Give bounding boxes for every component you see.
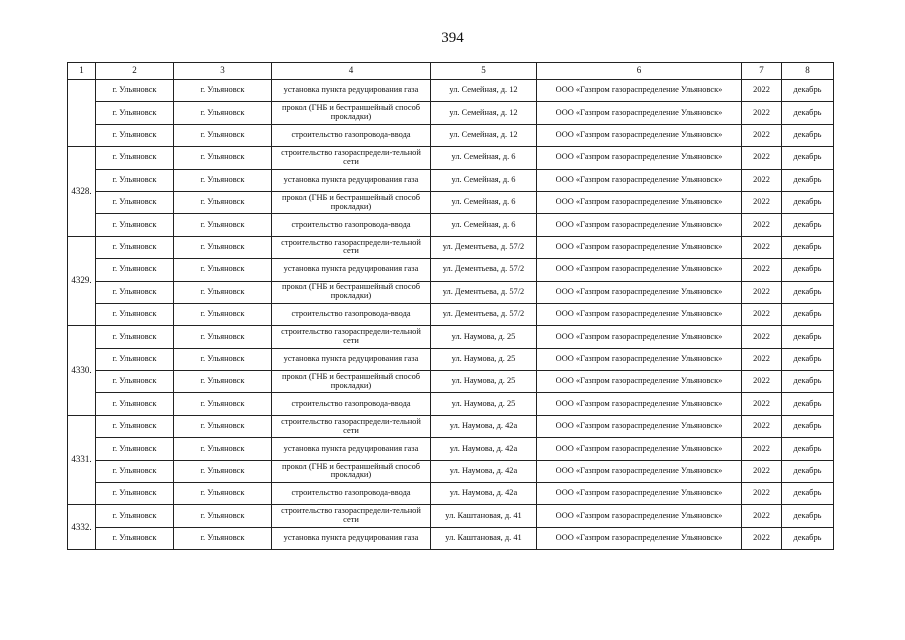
- district-cell: г. Ульяновск: [96, 438, 174, 460]
- month-cell: декабрь: [782, 393, 834, 415]
- table-row: [68, 259, 834, 281]
- month-cell: декабрь: [782, 505, 834, 527]
- district-cell: г. Ульяновск: [96, 483, 174, 505]
- address-cell: ул. Дементьева, д. 57/2: [431, 281, 537, 303]
- district-cell: г. Ульяновск: [96, 124, 174, 146]
- address-cell: ул. Семейная, д. 12: [431, 124, 537, 146]
- month-cell: декабрь: [782, 527, 834, 549]
- month-cell: декабрь: [782, 259, 834, 281]
- settlement-cell: г. Ульяновск: [174, 124, 272, 146]
- district-cell: г. Ульяновск: [96, 393, 174, 415]
- address-cell: ул. Каштановая, д. 41: [431, 527, 537, 549]
- organization-cell: ООО «Газпром газораспределение Ульяновск»: [537, 460, 742, 482]
- month-cell: декабрь: [782, 326, 834, 348]
- district-cell: г. Ульяновск: [96, 236, 174, 258]
- settlement-cell: г. Ульяновск: [174, 371, 272, 393]
- district-cell: г. Ульяновск: [96, 326, 174, 348]
- year-cell: 2022: [742, 281, 782, 303]
- work-type-cell: прокол (ГНБ и бестраншейный способ прокладки): [272, 281, 431, 303]
- settlement-cell: г. Ульяновск: [174, 80, 272, 102]
- year-cell: 2022: [742, 415, 782, 437]
- work-type-cell: прокол (ГНБ и бестраншейный способ прокладки): [272, 102, 431, 124]
- settlement-cell: г. Ульяновск: [174, 483, 272, 505]
- year-cell: 2022: [742, 460, 782, 482]
- address-cell: ул. Дементьева, д. 57/2: [431, 303, 537, 325]
- organization-cell: ООО «Газпром газораспределение Ульяновск»: [537, 147, 742, 169]
- year-cell: 2022: [742, 371, 782, 393]
- year-cell: 2022: [742, 393, 782, 415]
- entry-number-cell: 4330.: [68, 326, 96, 416]
- table-row: [68, 169, 834, 191]
- table-row: [68, 281, 834, 303]
- work-type-cell: установка пункта редуцирования газа: [272, 438, 431, 460]
- work-type-cell: строительство газопровода-ввода: [272, 214, 431, 236]
- year-cell: 2022: [742, 348, 782, 370]
- column-header: 3: [174, 63, 272, 80]
- organization-cell: ООО «Газпром газораспределение Ульяновск»: [537, 393, 742, 415]
- month-cell: декабрь: [782, 102, 834, 124]
- column-header: 7: [742, 63, 782, 80]
- table-row: [68, 303, 834, 325]
- column-header: 8: [782, 63, 834, 80]
- organization-cell: ООО «Газпром газораспределение Ульяновск»: [537, 80, 742, 102]
- work-type-cell: строительство газораспредели-тельной сети: [272, 326, 431, 348]
- month-cell: декабрь: [782, 191, 834, 213]
- settlement-cell: г. Ульяновск: [174, 326, 272, 348]
- work-type-cell: строительство газопровода-ввода: [272, 393, 431, 415]
- settlement-cell: г. Ульяновск: [174, 236, 272, 258]
- organization-cell: ООО «Газпром газораспределение Ульяновск»: [537, 371, 742, 393]
- settlement-cell: г. Ульяновск: [174, 303, 272, 325]
- year-cell: 2022: [742, 326, 782, 348]
- column-header: 1: [68, 63, 96, 80]
- organization-cell: ООО «Газпром газораспределение Ульяновск»: [537, 214, 742, 236]
- work-type-cell: установка пункта редуцирования газа: [272, 348, 431, 370]
- year-cell: 2022: [742, 147, 782, 169]
- address-cell: ул. Дементьева, д. 57/2: [431, 236, 537, 258]
- year-cell: 2022: [742, 214, 782, 236]
- work-type-cell: прокол (ГНБ и бестраншейный способ прокладки): [272, 371, 431, 393]
- address-cell: ул. Семейная, д. 12: [431, 80, 537, 102]
- settlement-cell: г. Ульяновск: [174, 191, 272, 213]
- address-cell: ул. Наумова, д. 42а: [431, 483, 537, 505]
- organization-cell: ООО «Газпром газораспределение Ульяновск»: [537, 348, 742, 370]
- settlement-cell: г. Ульяновск: [174, 147, 272, 169]
- work-type-cell: установка пункта редуцирования газа: [272, 80, 431, 102]
- organization-cell: ООО «Газпром газораспределение Ульяновск»: [537, 191, 742, 213]
- entry-number-cell: 4332.: [68, 505, 96, 550]
- organization-cell: ООО «Газпром газораспределение Ульяновск»: [537, 303, 742, 325]
- column-header: 5: [431, 63, 537, 80]
- organization-cell: ООО «Газпром газораспределение Ульяновск»: [537, 415, 742, 437]
- address-cell: ул. Наумова, д. 25: [431, 348, 537, 370]
- table-row: [68, 191, 834, 213]
- month-cell: декабрь: [782, 169, 834, 191]
- year-cell: 2022: [742, 124, 782, 146]
- settlement-cell: г. Ульяновск: [174, 438, 272, 460]
- work-type-cell: строительство газораспредели-тельной сети: [272, 236, 431, 258]
- month-cell: декабрь: [782, 236, 834, 258]
- table-row: [68, 102, 834, 124]
- month-cell: декабрь: [782, 483, 834, 505]
- data-table: [67, 62, 834, 550]
- address-cell: ул. Наумова, д. 25: [431, 371, 537, 393]
- work-type-cell: строительство газопровода-ввода: [272, 483, 431, 505]
- address-cell: ул. Наумова, д. 25: [431, 326, 537, 348]
- district-cell: г. Ульяновск: [96, 415, 174, 437]
- work-type-cell: строительство газораспредели-тельной сети: [272, 505, 431, 527]
- settlement-cell: г. Ульяновск: [174, 169, 272, 191]
- address-cell: ул. Семейная, д. 6: [431, 191, 537, 213]
- table-row: [68, 147, 834, 169]
- district-cell: г. Ульяновск: [96, 214, 174, 236]
- address-cell: ул. Семейная, д. 12: [431, 102, 537, 124]
- page-number: 394: [441, 30, 464, 46]
- table-row: [68, 80, 834, 102]
- table-row: [68, 483, 834, 505]
- table-row: [68, 371, 834, 393]
- district-cell: г. Ульяновск: [96, 371, 174, 393]
- month-cell: декабрь: [782, 415, 834, 437]
- settlement-cell: г. Ульяновск: [174, 460, 272, 482]
- table-body: [68, 63, 834, 550]
- organization-cell: ООО «Газпром газораспределение Ульяновск»: [537, 483, 742, 505]
- month-cell: декабрь: [782, 348, 834, 370]
- settlement-cell: г. Ульяновск: [174, 214, 272, 236]
- year-cell: 2022: [742, 438, 782, 460]
- month-cell: декабрь: [782, 147, 834, 169]
- district-cell: г. Ульяновск: [96, 102, 174, 124]
- column-header: 4: [272, 63, 431, 80]
- work-type-cell: установка пункта редуцирования газа: [272, 259, 431, 281]
- table-row: [68, 214, 834, 236]
- month-cell: декабрь: [782, 438, 834, 460]
- settlement-cell: г. Ульяновск: [174, 348, 272, 370]
- settlement-cell: г. Ульяновск: [174, 505, 272, 527]
- work-type-cell: строительство газопровода-ввода: [272, 303, 431, 325]
- entry-number-cell: 4329.: [68, 236, 96, 326]
- year-cell: 2022: [742, 527, 782, 549]
- work-type-cell: строительство газораспредели-тельной сети: [272, 147, 431, 169]
- district-cell: г. Ульяновск: [96, 191, 174, 213]
- address-cell: ул. Наумова, д. 42а: [431, 438, 537, 460]
- address-cell: ул. Наумова, д. 42а: [431, 415, 537, 437]
- work-type-cell: строительство газопровода-ввода: [272, 124, 431, 146]
- year-cell: 2022: [742, 236, 782, 258]
- district-cell: г. Ульяновск: [96, 460, 174, 482]
- work-type-cell: прокол (ГНБ и бестраншейный способ прокладки): [272, 460, 431, 482]
- table-row: [68, 124, 834, 146]
- organization-cell: ООО «Газпром газораспределение Ульяновск»: [537, 505, 742, 527]
- table-row: [68, 348, 834, 370]
- organization-cell: ООО «Газпром газораспределение Ульяновск»: [537, 527, 742, 549]
- organization-cell: ООО «Газпром газораспределение Ульяновск»: [537, 236, 742, 258]
- district-cell: г. Ульяновск: [96, 147, 174, 169]
- year-cell: 2022: [742, 169, 782, 191]
- entry-number-cell: 4331.: [68, 415, 96, 505]
- organization-cell: ООО «Газпром газораспределение Ульяновск»: [537, 169, 742, 191]
- table-row: [68, 527, 834, 549]
- settlement-cell: г. Ульяновск: [174, 281, 272, 303]
- address-cell: ул. Наумова, д. 42а: [431, 460, 537, 482]
- settlement-cell: г. Ульяновск: [174, 102, 272, 124]
- year-cell: 2022: [742, 102, 782, 124]
- year-cell: 2022: [742, 259, 782, 281]
- header-row: [68, 63, 834, 80]
- table-row: [68, 415, 834, 437]
- work-type-cell: установка пункта редуцирования газа: [272, 169, 431, 191]
- year-cell: 2022: [742, 505, 782, 527]
- entry-number-cell: 4328.: [68, 147, 96, 237]
- year-cell: 2022: [742, 80, 782, 102]
- address-cell: ул. Каштановая, д. 41: [431, 505, 537, 527]
- organization-cell: ООО «Газпром газораспределение Ульяновск»: [537, 326, 742, 348]
- settlement-cell: г. Ульяновск: [174, 259, 272, 281]
- work-type-cell: строительство газораспредели-тельной сети: [272, 415, 431, 437]
- column-header: 2: [96, 63, 174, 80]
- month-cell: декабрь: [782, 371, 834, 393]
- year-cell: 2022: [742, 303, 782, 325]
- table-row: [68, 460, 834, 482]
- settlement-cell: г. Ульяновск: [174, 527, 272, 549]
- entry-number-cell: [68, 80, 96, 147]
- address-cell: ул. Семейная, д. 6: [431, 169, 537, 191]
- work-type-cell: прокол (ГНБ и бестраншейный способ прокладки): [272, 191, 431, 213]
- table-row: [68, 236, 834, 258]
- table-row: [68, 438, 834, 460]
- column-header: 6: [537, 63, 742, 80]
- district-cell: г. Ульяновск: [96, 80, 174, 102]
- district-cell: г. Ульяновск: [96, 348, 174, 370]
- month-cell: декабрь: [782, 124, 834, 146]
- address-cell: ул. Семейная, д. 6: [431, 214, 537, 236]
- month-cell: декабрь: [782, 460, 834, 482]
- month-cell: декабрь: [782, 80, 834, 102]
- table-row: [68, 326, 834, 348]
- organization-cell: ООО «Газпром газораспределение Ульяновск»: [537, 259, 742, 281]
- month-cell: декабрь: [782, 281, 834, 303]
- address-cell: ул. Дементьева, д. 57/2: [431, 259, 537, 281]
- district-cell: г. Ульяновск: [96, 303, 174, 325]
- district-cell: г. Ульяновск: [96, 259, 174, 281]
- district-cell: г. Ульяновск: [96, 169, 174, 191]
- table-row: [68, 505, 834, 527]
- year-cell: 2022: [742, 483, 782, 505]
- organization-cell: ООО «Газпром газораспределение Ульяновск»: [537, 438, 742, 460]
- month-cell: декабрь: [782, 214, 834, 236]
- district-cell: г. Ульяновск: [96, 505, 174, 527]
- settlement-cell: г. Ульяновск: [174, 415, 272, 437]
- address-cell: ул. Семейная, д. 6: [431, 147, 537, 169]
- organization-cell: ООО «Газпром газораспределение Ульяновск»: [537, 124, 742, 146]
- organization-cell: ООО «Газпром газораспределение Ульяновск»: [537, 281, 742, 303]
- year-cell: 2022: [742, 191, 782, 213]
- settlement-cell: г. Ульяновск: [174, 393, 272, 415]
- address-cell: ул. Наумова, д. 25: [431, 393, 537, 415]
- organization-cell: ООО «Газпром газораспределение Ульяновск»: [537, 102, 742, 124]
- work-type-cell: установка пункта редуцирования газа: [272, 527, 431, 549]
- month-cell: декабрь: [782, 303, 834, 325]
- district-cell: г. Ульяновск: [96, 527, 174, 549]
- district-cell: г. Ульяновск: [96, 281, 174, 303]
- table-row: [68, 393, 834, 415]
